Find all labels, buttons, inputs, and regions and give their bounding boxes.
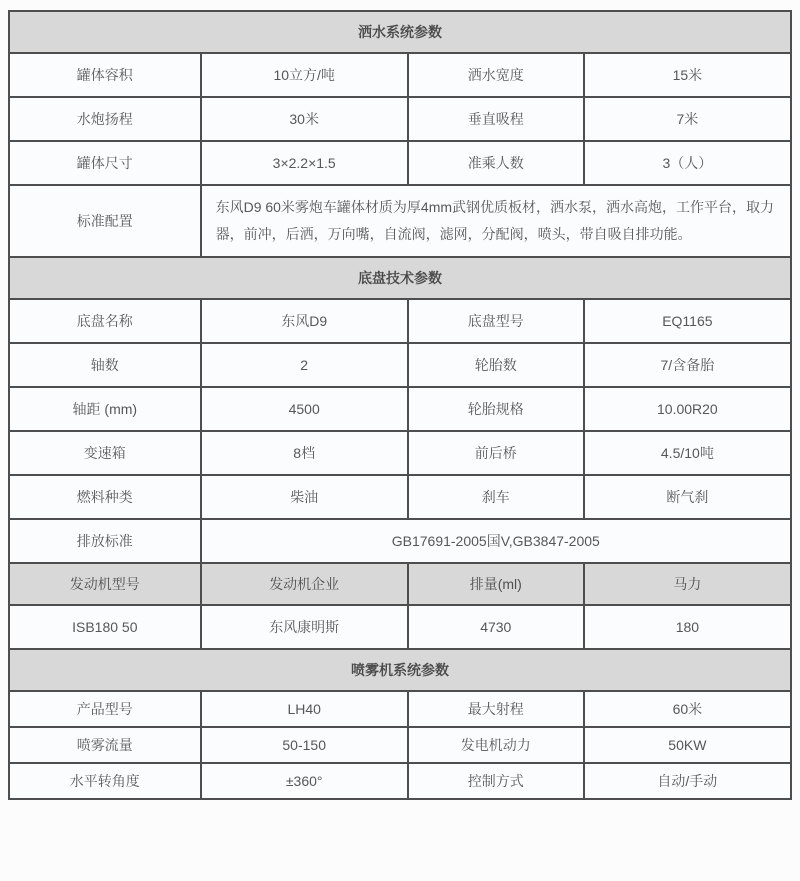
param-value: 2 bbox=[201, 343, 408, 387]
param-value: 7/含备胎 bbox=[584, 343, 791, 387]
standard-config-text: 东风D9 60米雾炮车罐体材质为厚4mm武钢优质板材，洒水泵，洒水高炮，工作平台，取力器，前冲，后洒，万向嘴，自流阀，滤网，分配阀，喷头，带自吸自排功能。 bbox=[201, 185, 791, 257]
param-value: 自动/手动 bbox=[584, 763, 791, 799]
param-label: 水平转角度 bbox=[9, 763, 201, 799]
param-label: 排放标准 bbox=[9, 519, 201, 563]
param-label: 罐体容积 bbox=[9, 53, 201, 97]
param-label: 产品型号 bbox=[9, 691, 201, 727]
param-value: 东风D9 bbox=[201, 299, 408, 343]
param-label: 刹车 bbox=[408, 475, 584, 519]
param-label: 标准配置 bbox=[9, 185, 201, 257]
param-label: 洒水宽度 bbox=[408, 53, 584, 97]
table-row bbox=[9, 97, 791, 141]
column-header: 发动机企业 bbox=[201, 563, 408, 605]
param-value: 50-150 bbox=[201, 727, 408, 763]
table-row bbox=[9, 475, 791, 519]
param-label: 最大射程 bbox=[408, 691, 584, 727]
param-value: ±360° bbox=[201, 763, 408, 799]
param-value: 50KW bbox=[584, 727, 791, 763]
param-label: 轴数 bbox=[9, 343, 201, 387]
column-header: 发动机型号 bbox=[9, 563, 201, 605]
param-label: 燃料种类 bbox=[9, 475, 201, 519]
param-label: 变速箱 bbox=[9, 431, 201, 475]
table-row bbox=[9, 387, 791, 431]
section-title: 洒水系统参数 bbox=[9, 11, 791, 53]
engine-header-row bbox=[9, 563, 791, 605]
param-label: 准乘人数 bbox=[408, 141, 584, 185]
param-value: 10立方/吨 bbox=[201, 53, 408, 97]
section-title: 喷雾机系统参数 bbox=[9, 649, 791, 691]
param-label: 轮胎规格 bbox=[408, 387, 584, 431]
param-label: 底盘名称 bbox=[9, 299, 201, 343]
param-value: LH40 bbox=[201, 691, 408, 727]
param-label: 发电机动力 bbox=[408, 727, 584, 763]
column-header: 排量(ml) bbox=[408, 563, 584, 605]
standard-config-row bbox=[9, 185, 791, 257]
section-title: 底盘技术参数 bbox=[9, 257, 791, 299]
param-label: 底盘型号 bbox=[408, 299, 584, 343]
emission-standard-row bbox=[9, 519, 791, 563]
table-row bbox=[9, 141, 791, 185]
param-value: 4.5/10吨 bbox=[584, 431, 791, 475]
table-row bbox=[9, 299, 791, 343]
param-label: 垂直吸程 bbox=[408, 97, 584, 141]
param-label: 前后桥 bbox=[408, 431, 584, 475]
param-label: 水炮扬程 bbox=[9, 97, 201, 141]
param-value: EQ1165 bbox=[584, 299, 791, 343]
param-label: 控制方式 bbox=[408, 763, 584, 799]
param-value: 10.00R20 bbox=[584, 387, 791, 431]
engine-maker: 东风康明斯 bbox=[201, 605, 408, 649]
table-row bbox=[9, 691, 791, 727]
param-label: 轮胎数 bbox=[408, 343, 584, 387]
param-value: 60米 bbox=[584, 691, 791, 727]
section-header-chassis bbox=[9, 257, 791, 299]
table-row bbox=[9, 431, 791, 475]
table-row bbox=[9, 727, 791, 763]
spec-table bbox=[8, 10, 792, 800]
param-value: 8档 bbox=[201, 431, 408, 475]
engine-values-row bbox=[9, 605, 791, 649]
engine-displacement: 4730 bbox=[408, 605, 584, 649]
param-label: 罐体尺寸 bbox=[9, 141, 201, 185]
param-label: 喷雾流量 bbox=[9, 727, 201, 763]
param-value: 柴油 bbox=[201, 475, 408, 519]
param-value: 7米 bbox=[584, 97, 791, 141]
param-value: 4500 bbox=[201, 387, 408, 431]
engine-model: ISB180 50 bbox=[9, 605, 201, 649]
engine-horsepower: 180 bbox=[584, 605, 791, 649]
param-value: 30米 bbox=[201, 97, 408, 141]
param-value: 3×2.2×1.5 bbox=[201, 141, 408, 185]
section-header-spray-system bbox=[9, 649, 791, 691]
param-label: 轴距 (mm) bbox=[9, 387, 201, 431]
param-value: 3（人） bbox=[584, 141, 791, 185]
param-value: 断气刹 bbox=[584, 475, 791, 519]
column-header: 马力 bbox=[584, 563, 791, 605]
table-row bbox=[9, 763, 791, 799]
emission-standard-value: GB17691-2005国V,GB3847-2005 bbox=[201, 519, 791, 563]
table-row bbox=[9, 53, 791, 97]
param-value: 15米 bbox=[584, 53, 791, 97]
section-header-water-system bbox=[9, 11, 791, 53]
table-row bbox=[9, 343, 791, 387]
